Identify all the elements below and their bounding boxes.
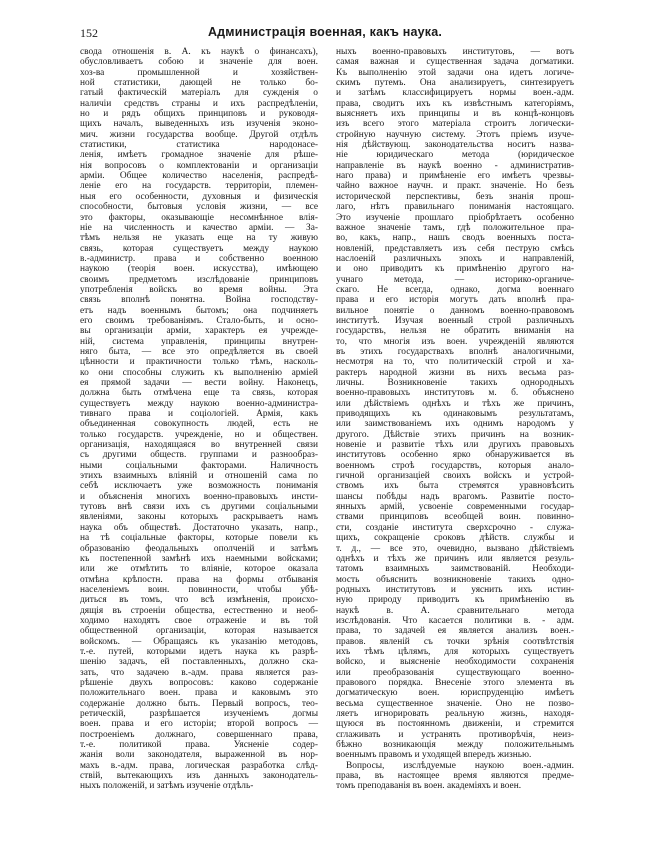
- text-line: мость объяснить возникновеніе такихъ одно-: [336, 574, 574, 585]
- text-line: ній, система управленія, принципы внутрен-: [80, 336, 318, 347]
- text-column-right: [336, 47, 574, 792]
- text-line: вильное понятіе о данномъ военно-правовомъ: [336, 305, 574, 316]
- text-line: образованію феодальныхъ ополченій и затѣмъ: [80, 543, 318, 554]
- text-line: цѣнности и практичности только тѣмъ, насколь-: [80, 357, 318, 368]
- text-line: своимъ предметомъ изслѣдованіе принциповъ: [80, 274, 318, 285]
- text-line: в.-администр. права и собственно военною: [80, 253, 318, 264]
- text-line: наличіи средствъ страны и ихъ распредѣленіи,: [80, 98, 318, 109]
- text-line: шансы побѣды надъ врагомъ. Развитіе посто-: [336, 491, 574, 502]
- text-line: рѣшеніе двухъ вопросовъ: каково содержаніе: [80, 677, 318, 688]
- text-line: статистики, статистика народонасе-: [80, 140, 318, 151]
- text-line: отмѣна крѣпостн. права на формы отбыванія: [80, 574, 318, 585]
- text-line: исторической перспективы, безъ знанія прош-: [336, 191, 574, 202]
- text-line: военномъ строѣ государствъ, которыя анало-: [336, 460, 574, 471]
- text-line: т.-е. политикой права. Уясненіе содер-: [80, 740, 318, 751]
- text-line: наслоеній различныхъ эпохъ и направленій,: [336, 253, 574, 264]
- text-line: на тѣ соціальные факторы, которые повели къ: [80, 533, 318, 544]
- text-line: зать, что задачею в.-адм. права является раз-: [80, 667, 318, 678]
- text-line: наука объ обществѣ. Достаточно указать, напр.,: [80, 522, 318, 533]
- text-line: ствій, вытекающихъ изъ данныхъ законодатель-: [80, 771, 318, 782]
- text-line: объединенная совокупность людей, есть не: [80, 419, 318, 430]
- text-line: наго права) и примѣненіе его имѣетъ чрезвы-: [336, 171, 574, 182]
- text-line: свода отношенія в. А. къ наукѣ о финансахъ),: [80, 47, 318, 57]
- text-line: приводящихъ къ одинаковымъ результатамъ,: [336, 409, 574, 420]
- text-line: населеніемъ воин. повинности, чтобы убѣ-: [80, 584, 318, 595]
- text-line: важное значеніе тамъ, гдѣ положительное пра-: [336, 222, 574, 233]
- text-line: тѣмъ нельзя не указать еще на ту живую: [80, 233, 318, 244]
- text-line: и затѣмъ классифицируетъ нормы воен.-адм.: [336, 88, 574, 99]
- text-line: бѣжно возникающія между положительнымъ: [336, 740, 574, 751]
- text-line: права и его исторія могутъ дать вполнѣ пра-: [336, 295, 574, 306]
- text-line: нія дѣйствующ. законодательства носитъ назва-: [336, 140, 574, 151]
- text-line: употребленія войскъ во время войны. Эта: [80, 284, 318, 295]
- text-line: ными соціальными факторами. Наличность: [80, 460, 318, 471]
- text-line: институтовъ особенно ярко обнаруживается въ: [336, 450, 574, 461]
- text-line: гатый фактическій матеріалъ для сужденія о: [80, 88, 318, 99]
- text-line: щихъ началъ, выведенныхъ изъ изученія эконо-: [80, 119, 318, 130]
- text-line: шенію задачъ, ей поставленныхъ, должно ска-: [80, 657, 318, 668]
- text-line: ной статистики, дающей не только бо-: [80, 78, 318, 89]
- text-line: тивнаго права и соціологіей. Армія, какъ: [80, 409, 318, 420]
- text-line: изъ всего этого матеріала строитъ логически-: [336, 119, 574, 130]
- text-line: это факторы, оказывающіе несомнѣнное влія-: [80, 212, 318, 223]
- text-line: учнаго метода, — историко-органиче-: [336, 274, 574, 285]
- text-line: права, въ настоящее время являются предме-: [336, 771, 574, 782]
- text-line: государствъ, нельзя не обратить вниманія на: [336, 326, 574, 337]
- text-line: ея прямой задачи — вести войну. Наконецъ,: [80, 378, 318, 388]
- text-line: новленій, представляетъ изъ себя пеструю смѣсь: [336, 243, 574, 254]
- text-line: рактеръ народной жизни въ нихъ весьма раз-: [336, 367, 574, 378]
- text-line: только государств. учрежденіе, но и обществен.: [80, 429, 318, 440]
- text-line: ныхъ положеній, и затѣмъ изученіе отдѣль-: [80, 781, 254, 792]
- text-line: хоз-ва промышленной и хозяйствен-: [80, 67, 318, 78]
- text-line: но и рядъ общихъ принциповъ и руководя-: [80, 109, 318, 120]
- text-line: направленіе въ наукѣ военно - административ-: [336, 160, 574, 171]
- text-line: томъ преподаванія въ воен. академіяхъ и воен.: [336, 781, 522, 792]
- text-line: его своимъ требованіямъ. Стало-быть, и осно-: [80, 315, 318, 326]
- text-line: етъ надъ военнымъ бытомъ; она подчиняетъ: [80, 305, 318, 316]
- text-line: выясняетъ ихъ принципы и въ концѣ-концовъ: [336, 109, 574, 120]
- text-line: то, что многія изъ воен. учрежденій являются: [336, 336, 574, 347]
- text-line: татомъ взаимныхъ заимствованій. Необходи-: [336, 564, 574, 575]
- text-line: построеніемъ должнаго, совершеннаго права,: [80, 729, 318, 740]
- text-line: права, сводитъ ихъ къ извѣстнымъ категоріямъ,: [336, 98, 574, 109]
- text-line: войскомъ. — Обращаясь къ указанію методовъ,: [80, 636, 318, 647]
- text-line: институтѣ. Изучая военный строй различныхъ: [336, 315, 574, 326]
- page-number: 152: [80, 26, 98, 40]
- text-line: содержаніе должно быть. Первый вопросъ, тео-: [80, 698, 318, 709]
- text-line: янныхъ армій, усвоеніе современными государ-: [336, 502, 574, 513]
- text-line: во, какъ, напр., нашъ сводъ военныхъ поста-: [336, 233, 574, 244]
- text-line: ходимо находятъ свое отраженіе и въ той: [80, 615, 318, 626]
- text-line: Это изученіе прошлаго пріобрѣтаетъ особенно: [336, 212, 574, 223]
- text-line: изслѣдованія. Что касается политики в. - адм.: [336, 615, 574, 626]
- text-line: и объясненія многихъ военно-правовыхъ инсти-: [80, 491, 318, 502]
- text-line: вы организаціи арміи, характеръ ея учрежде-: [80, 326, 318, 337]
- text-line: съ другими обществ. группами и разнообраз-: [80, 450, 318, 461]
- text-line: нія вопросовъ о комплектованіи и организаціи: [80, 160, 318, 171]
- text-column-left: [80, 47, 318, 792]
- text-line: жанія воли законодателя, выраженной въ нор-: [80, 750, 318, 761]
- text-line: мич. жизни государства вообще. Другой отдѣлъ: [80, 129, 318, 140]
- text-line: махъ в.-адм. права, логическая разработка слѣд-: [80, 760, 318, 771]
- text-line: т. д., — все это, очевидно, вызвано дѣйствіемъ: [336, 543, 574, 554]
- text-line: новеніе и развитіе тѣхъ или другихъ правовыхъ: [336, 440, 574, 451]
- text-line: скаго. Не всегда, однако, догма военнаго: [336, 284, 574, 295]
- text-line: тутовъ внѣ связи ихъ съ другими соціальными: [80, 502, 318, 513]
- text-line: правов. явленій съ точки зрѣнія соотвѣтствія: [336, 636, 574, 647]
- text-line: ныхъ военно-правовыхъ институтовъ, — вотъ: [336, 47, 574, 57]
- text-line: ляетъ игнорировать реальную жизнь, находя-: [336, 709, 574, 719]
- text-line: въ этихъ государствахъ вполнѣ аналогичными,: [336, 346, 574, 357]
- text-line: т.-е. путей, которыми идетъ наука къ разрѣ-: [80, 646, 318, 657]
- text-line: самая важная и существенная задача догматики.: [336, 57, 574, 68]
- text-line: общественной организаціи, которая называется: [80, 626, 318, 637]
- text-line: связь, которая существуетъ между наукою: [80, 243, 318, 254]
- text-line: права, то задачей ея является анализъ воен.-: [336, 626, 574, 637]
- text-line: ніе на численность и качество арміи. — За-: [80, 222, 318, 233]
- text-line: няго быта, — все это опредѣляется въ своей: [80, 346, 318, 357]
- text-line: ствомъ ихъ быта стремятся уравновѣсить: [336, 481, 574, 492]
- text-line: военнымъ правомъ и уходящей впередъ жизнью.: [336, 750, 532, 761]
- text-line: сти, созданіе института сверхсрочно - служа-: [336, 522, 574, 533]
- text-line: родныхъ институтовъ и уяснить ихъ истин-: [336, 584, 574, 595]
- text-line: щуюся въ постоянномъ движеніи, и стремится: [336, 719, 574, 730]
- text-line: или преобразованія существующаго военно-: [336, 667, 574, 678]
- text-line: весьма существенное значеніе. Оно не позво-: [336, 698, 574, 709]
- text-line: догматическую воен. юриспруденцію имѣетъ: [336, 688, 574, 699]
- text-line: обусловливаетъ собою и значеніе для воен.: [80, 57, 318, 68]
- text-line: диться въ томъ, что всѣ измѣненія, происхо-: [80, 595, 318, 606]
- text-line: существуетъ между наукою военно-администра-: [80, 398, 318, 409]
- text-line: арміи. Общее количество населенія, распредѣ-: [80, 171, 318, 182]
- text-line: или же отмѣтить то вліяніе, которое оказала: [80, 564, 318, 575]
- text-line: ленія, имѣетъ громадное значеніе для рѣше-: [80, 150, 318, 161]
- text-line: организація, находящаяся во внутренней связи: [80, 440, 318, 451]
- text-line: щихъ, сокращеніе сроковъ дѣйств. службы и: [336, 533, 574, 544]
- text-line: наукѣ в. А. сравнительнаго метода: [336, 605, 574, 616]
- text-line: Вопросы, изслѣдуемые наукою воен.-админ.: [346, 760, 574, 771]
- text-line: или заимствованіемъ ихъ однимъ народомъ у: [336, 419, 574, 430]
- text-line: связь вполнѣ понятна. Война господству-: [80, 295, 318, 306]
- text-line: стройную научную систему. Этотъ пріемъ изуче-: [336, 129, 574, 140]
- text-line: ныя его особенности, духовныя и физическія: [80, 191, 318, 202]
- text-line: несмотря на то, что политическій строй и ха-: [336, 357, 574, 368]
- text-line: наукою (теорія воен. искусства), имѣющею: [80, 264, 318, 275]
- text-line: способности, бытовыя условія жизни, — все: [80, 202, 318, 213]
- text-line: этихъ взаимныхъ вліяній и отношеній сама по: [80, 471, 318, 482]
- text-line: лаго, нѣтъ правильнаго пониманія настоящаго.: [336, 202, 574, 213]
- page-title: Администрація военная, какъ наука.: [207, 25, 443, 39]
- text-line: себѣ исключаетъ уже возможность пониманія: [80, 481, 318, 492]
- text-line: явленіями, законы которыхъ раскрываетъ намъ: [80, 512, 318, 523]
- text-line: къ постепенной замѣнѣ ихъ наемными войсками;: [80, 553, 318, 564]
- text-line: сглаживать и устранять противорѣчія, неиз-: [336, 729, 574, 740]
- text-line: воен. права и его исторіи; второй вопросъ —: [80, 719, 318, 730]
- text-line: ніе юридическаго метода (юридическое: [336, 150, 574, 161]
- text-line: войско, и выясненіе необходимости сохраненія: [336, 657, 574, 668]
- text-line: положительнаго воен. права и каковымъ это: [80, 688, 318, 699]
- text-line: леніе его на государств. территоріи, племен-: [80, 181, 318, 192]
- text-line: чайно важное научн. и практ. значеніе. Но безъ: [336, 181, 574, 192]
- text-line: правового порядка. Внесеніе этого элемента въ: [336, 677, 574, 688]
- text-line: должна быть отмѣчена еще та связь, которая: [80, 388, 318, 399]
- text-line: ствами принциповъ всеобщей воин. повинно-: [336, 512, 574, 523]
- text-line: скимъ путемъ. Она анализируетъ, синтезируетъ: [336, 78, 574, 89]
- text-line: другого. Дѣйствіе этихъ причинъ на возник-: [336, 429, 574, 440]
- text-line: гичной организаціей своихъ войскъ и устрой-: [336, 471, 574, 482]
- text-line: Къ выполненію этой задачи она идетъ логиче-: [336, 67, 574, 78]
- text-line: ную природу приводитъ къ примѣненію въ: [336, 595, 574, 606]
- text-line: дящія въ строеніи общества, естественно и необ-: [80, 605, 318, 616]
- text-line: однѣхъ и тѣхъ же причинъ или является резуль-: [336, 553, 574, 564]
- text-line: ко они способны служить къ выполненію арміей: [80, 367, 318, 378]
- text-line: военно-правовыхъ институтовъ м. б. объяснено: [336, 388, 574, 399]
- text-line: личны. Возникновеніе такихъ однородныхъ: [336, 378, 574, 388]
- text-line: и оно приводитъ къ примѣненію другого на-: [336, 264, 574, 275]
- text-line: ретическій, разрѣшается изученіемъ догмы: [80, 709, 318, 719]
- text-line: ихъ тѣмъ цѣлямъ, для которыхъ существуетъ: [336, 646, 574, 657]
- text-line: или дѣйствіемъ однѣхъ и тѣхъ же причинъ,: [336, 398, 574, 409]
